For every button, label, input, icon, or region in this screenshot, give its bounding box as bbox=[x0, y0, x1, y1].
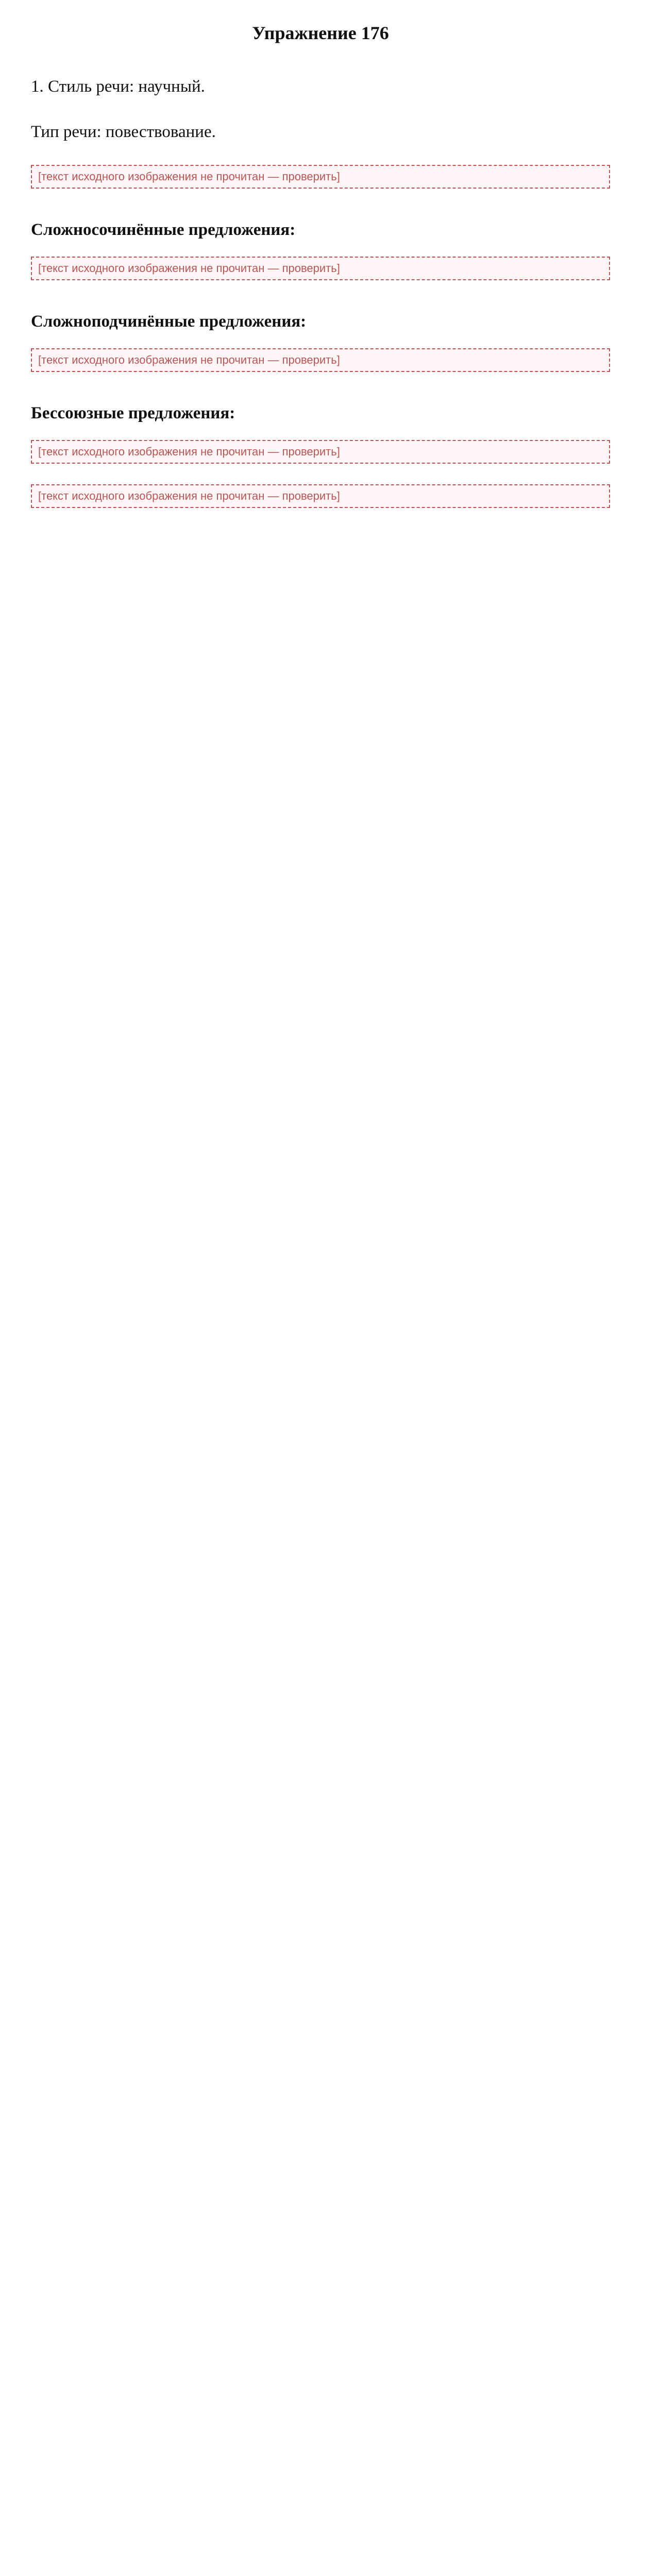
pending-spelling-notes: [текст исходного изображения не прочитан — проверить] bbox=[31, 484, 610, 508]
pending-complex-text: [текст исходного изображения не прочитан — проверить] bbox=[31, 348, 610, 372]
pending-title-variants: [текст исходного изображения не прочитан — проверить] bbox=[31, 165, 610, 189]
type-line: Тип речи: повествование. bbox=[31, 123, 216, 141]
pending-compound-text: [текст исходного изображения не прочитан — проверить] bbox=[31, 257, 610, 280]
complex-heading: Сложноподчинённые предложения: bbox=[31, 312, 307, 331]
asyndetic-heading: Бессоюзные предложения: bbox=[31, 404, 235, 422]
page-title: Упражнение 176 bbox=[252, 23, 389, 43]
style-line: 1. Стиль речи: научный. bbox=[31, 77, 205, 96]
compound-heading: Сложносочинённые предложения: bbox=[31, 221, 296, 239]
pending-asyndetic-text: [текст исходного изображения не прочитан — проверить] bbox=[31, 440, 610, 464]
